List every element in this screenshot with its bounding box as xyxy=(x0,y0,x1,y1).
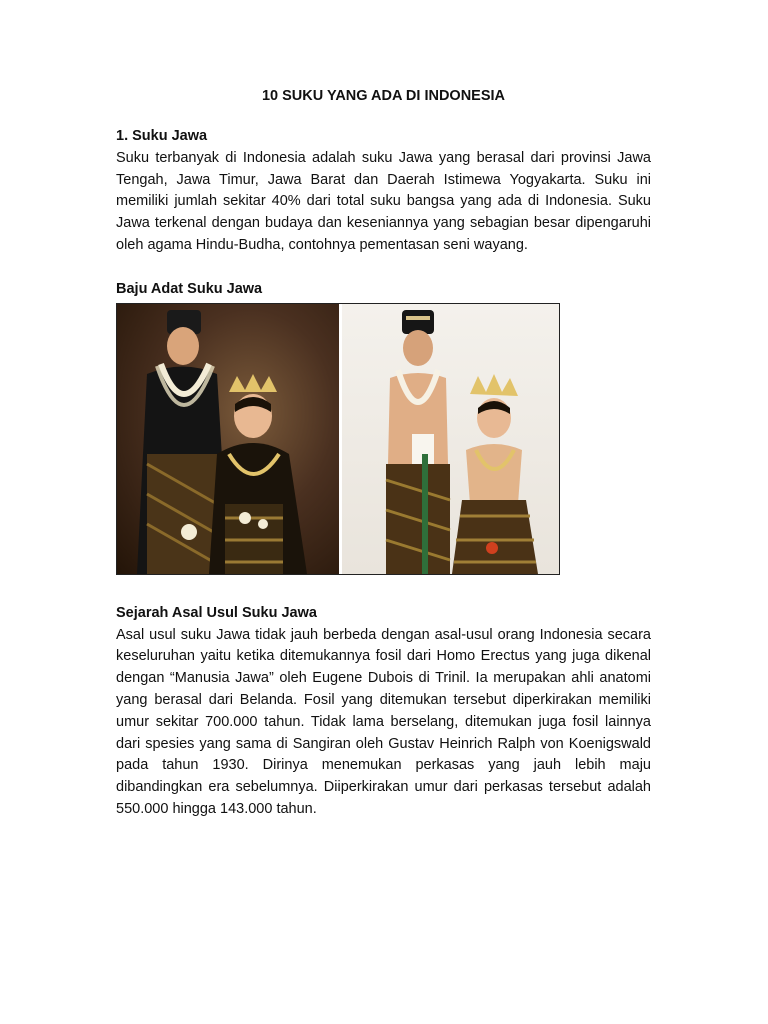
document-page xyxy=(116,86,651,821)
paragraph-sejarah: Asal usul suku Jawa tidak jauh berbeda dengan asal-usul orang Indonesia secara keseluruhan yaitu ketika ditemukannya fosil dari Homo Erectus yang juga dikenal dengan “Manusia Jawa” oleh Eugene Dubois di Trinil. Ia merupakan ahli anatomi yang berasal dari Belanda. Fosil yang ditemukan tersebut diperkirakan memiliki umur sekitar 700.000 tahun. Tidak lama berselang, ditemukan juga fosil lainnya dari spesies yang sama di Sangiran oleh Gustav Heinrich Ralph von Koenigswald pada tahun 1930. Dirinya menemukan perkasas yang jauh lebih maju dibandingkan era sebelumnya. Diiperkirakan umur dari perkasas tersebut adalah 550.000 hingga 143.000 tahun. xyxy=(116,626,651,817)
paragraph-suku-jawa: Suku terbanyak di Indonesia adalah suku Jawa yang berasal dari provinsi Jawa Tengah, Jawa Timur, Jawa Barat dan Daerah Istimewa Yogyakarta. Suku ini memiliki jumlah sekitar 40% dari total suku bangsa yang ada di Indonesia. Suku Jawa terkenal dengan budaya dan keseniannya yang sebagian besar dipengaruhi oleh agama Hindu-Budha, contohnya pementasan seni wayang. xyxy=(116,149,651,253)
section-heading-suku-jawa: 1. Suku Jawa xyxy=(116,128,208,144)
photo-couple-light-illustration xyxy=(342,304,559,574)
photo-couple-dark-background xyxy=(117,304,342,574)
photo-couple-light-background xyxy=(342,304,559,574)
photo-couple-dark-illustration xyxy=(117,304,336,574)
document-title: 10 SUKU YANG ADA DI INDONESIA xyxy=(261,88,506,104)
figure-heading-baju-adat: Baju Adat Suku Jawa xyxy=(116,280,263,297)
section-heading-sejarah: Sejarah Asal Usul Suku Jawa xyxy=(116,604,317,621)
baju-adat-photo-pair xyxy=(116,303,560,575)
